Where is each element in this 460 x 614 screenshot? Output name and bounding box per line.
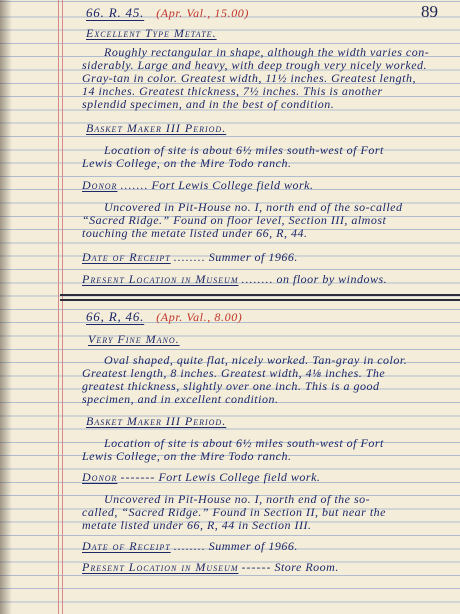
period-heading: Basket Maker III Period. <box>86 414 227 428</box>
find-notes-line: metate listed under 66, R, 44 in Section III. <box>82 518 312 532</box>
museum-location-leader: ------ <box>241 560 272 574</box>
appraised-value: (Apr. Val., 8.00) <box>156 310 243 324</box>
find-notes-line: “Sacred Ridge.” Found on floor level, Section III, almost <box>82 213 387 227</box>
entry-header <box>86 6 249 20</box>
page-number: 89 <box>421 2 438 21</box>
museum-location-label: Present Location in Museum <box>82 272 239 286</box>
find-notes-line: called, “Sacred Ridge.” Found in Section II, but near the <box>82 505 387 519</box>
description-line: 14 inches. Greatest thickness, 7½ inches. This is another <box>82 84 383 98</box>
museum-location-line <box>82 560 339 574</box>
description-line: siderably. Large and heavy, with deep trough very nicely worked. <box>82 58 428 72</box>
site-location-line: Location of site is about 6½ miles south-west of Fort <box>104 143 384 157</box>
donor-line <box>82 470 320 484</box>
catalog-number: 66. R. 45. <box>86 5 145 20</box>
receipt-leader: ........ <box>173 250 206 264</box>
entry-header <box>86 310 242 324</box>
receipt-label: Date of Receipt <box>82 250 171 264</box>
donor-line <box>82 178 313 192</box>
binding-shadow <box>0 0 12 614</box>
description-line: Oval shaped, quite flat, nicely worked. Tan-gray in color. <box>104 353 408 367</box>
description-line: greatest thickness, slightly over one inch. This is a good <box>82 379 380 393</box>
donor-value: Fort Lewis College field work. <box>151 178 314 192</box>
donor-value: Fort Lewis College field work. <box>158 470 321 484</box>
museum-location-leader: ........ <box>241 272 274 286</box>
description-line: specimen, and in excellent condition. <box>82 392 279 406</box>
receipt-date: Summer of 1966. <box>208 539 298 553</box>
receipt-date: Summer of 1966. <box>208 250 298 264</box>
description-line: Roughly rectangular in shape, although the width varies con- <box>104 45 430 59</box>
margin-line-inner <box>62 0 63 614</box>
site-location-line: Lewis College, on the Mire Todo ranch. <box>82 156 292 170</box>
entry-title: Very Fine Mano. <box>88 332 180 346</box>
museum-location-line <box>82 272 387 286</box>
description-line: Greatest length, 8 inches. Greatest width, 4⅛ inches. The <box>82 366 386 380</box>
site-location-line: Lewis College, on the Mire Todo ranch. <box>82 449 292 463</box>
museum-location-value: Store Room. <box>274 560 339 574</box>
catalog-number: 66, R, 46. <box>86 309 145 324</box>
receipt-line <box>82 539 298 553</box>
donor-leader: ------- <box>120 470 156 484</box>
donor-label: Donor <box>82 470 118 484</box>
entry-divider-bottom <box>60 299 460 301</box>
museum-location-value: on floor by windows. <box>276 272 388 286</box>
find-notes-line: touching the metate listed under 66, R, 44. <box>82 226 308 240</box>
site-location-line: Location of site is about 6½ miles south-west of Fort <box>104 436 384 450</box>
find-notes-line: Uncovered in Pit-House no. I, north end of the so- <box>104 492 371 506</box>
find-notes-line: Uncovered in Pit-House no. I, north end of the so-called <box>104 200 403 214</box>
receipt-line <box>82 250 298 264</box>
receipt-label: Date of Receipt <box>82 539 171 553</box>
entry-title: Excellent Type Metate. <box>86 26 217 40</box>
receipt-leader: ........ <box>173 539 206 553</box>
period-heading: Basket Maker III Period. <box>86 121 227 135</box>
museum-location-label: Present Location in Museum <box>82 560 239 574</box>
margin-line-outer <box>58 0 59 614</box>
donor-leader: ....... <box>120 178 149 192</box>
description-line: splendid specimen, and in the best of condition. <box>82 97 335 111</box>
donor-label: Donor <box>82 178 118 192</box>
entry-divider-top <box>60 294 460 296</box>
appraised-value: (Apr. Val., 15.00) <box>156 6 249 20</box>
description-line: Gray-tan in color. Greatest width, 11½ inches. Greatest length, <box>82 71 417 85</box>
